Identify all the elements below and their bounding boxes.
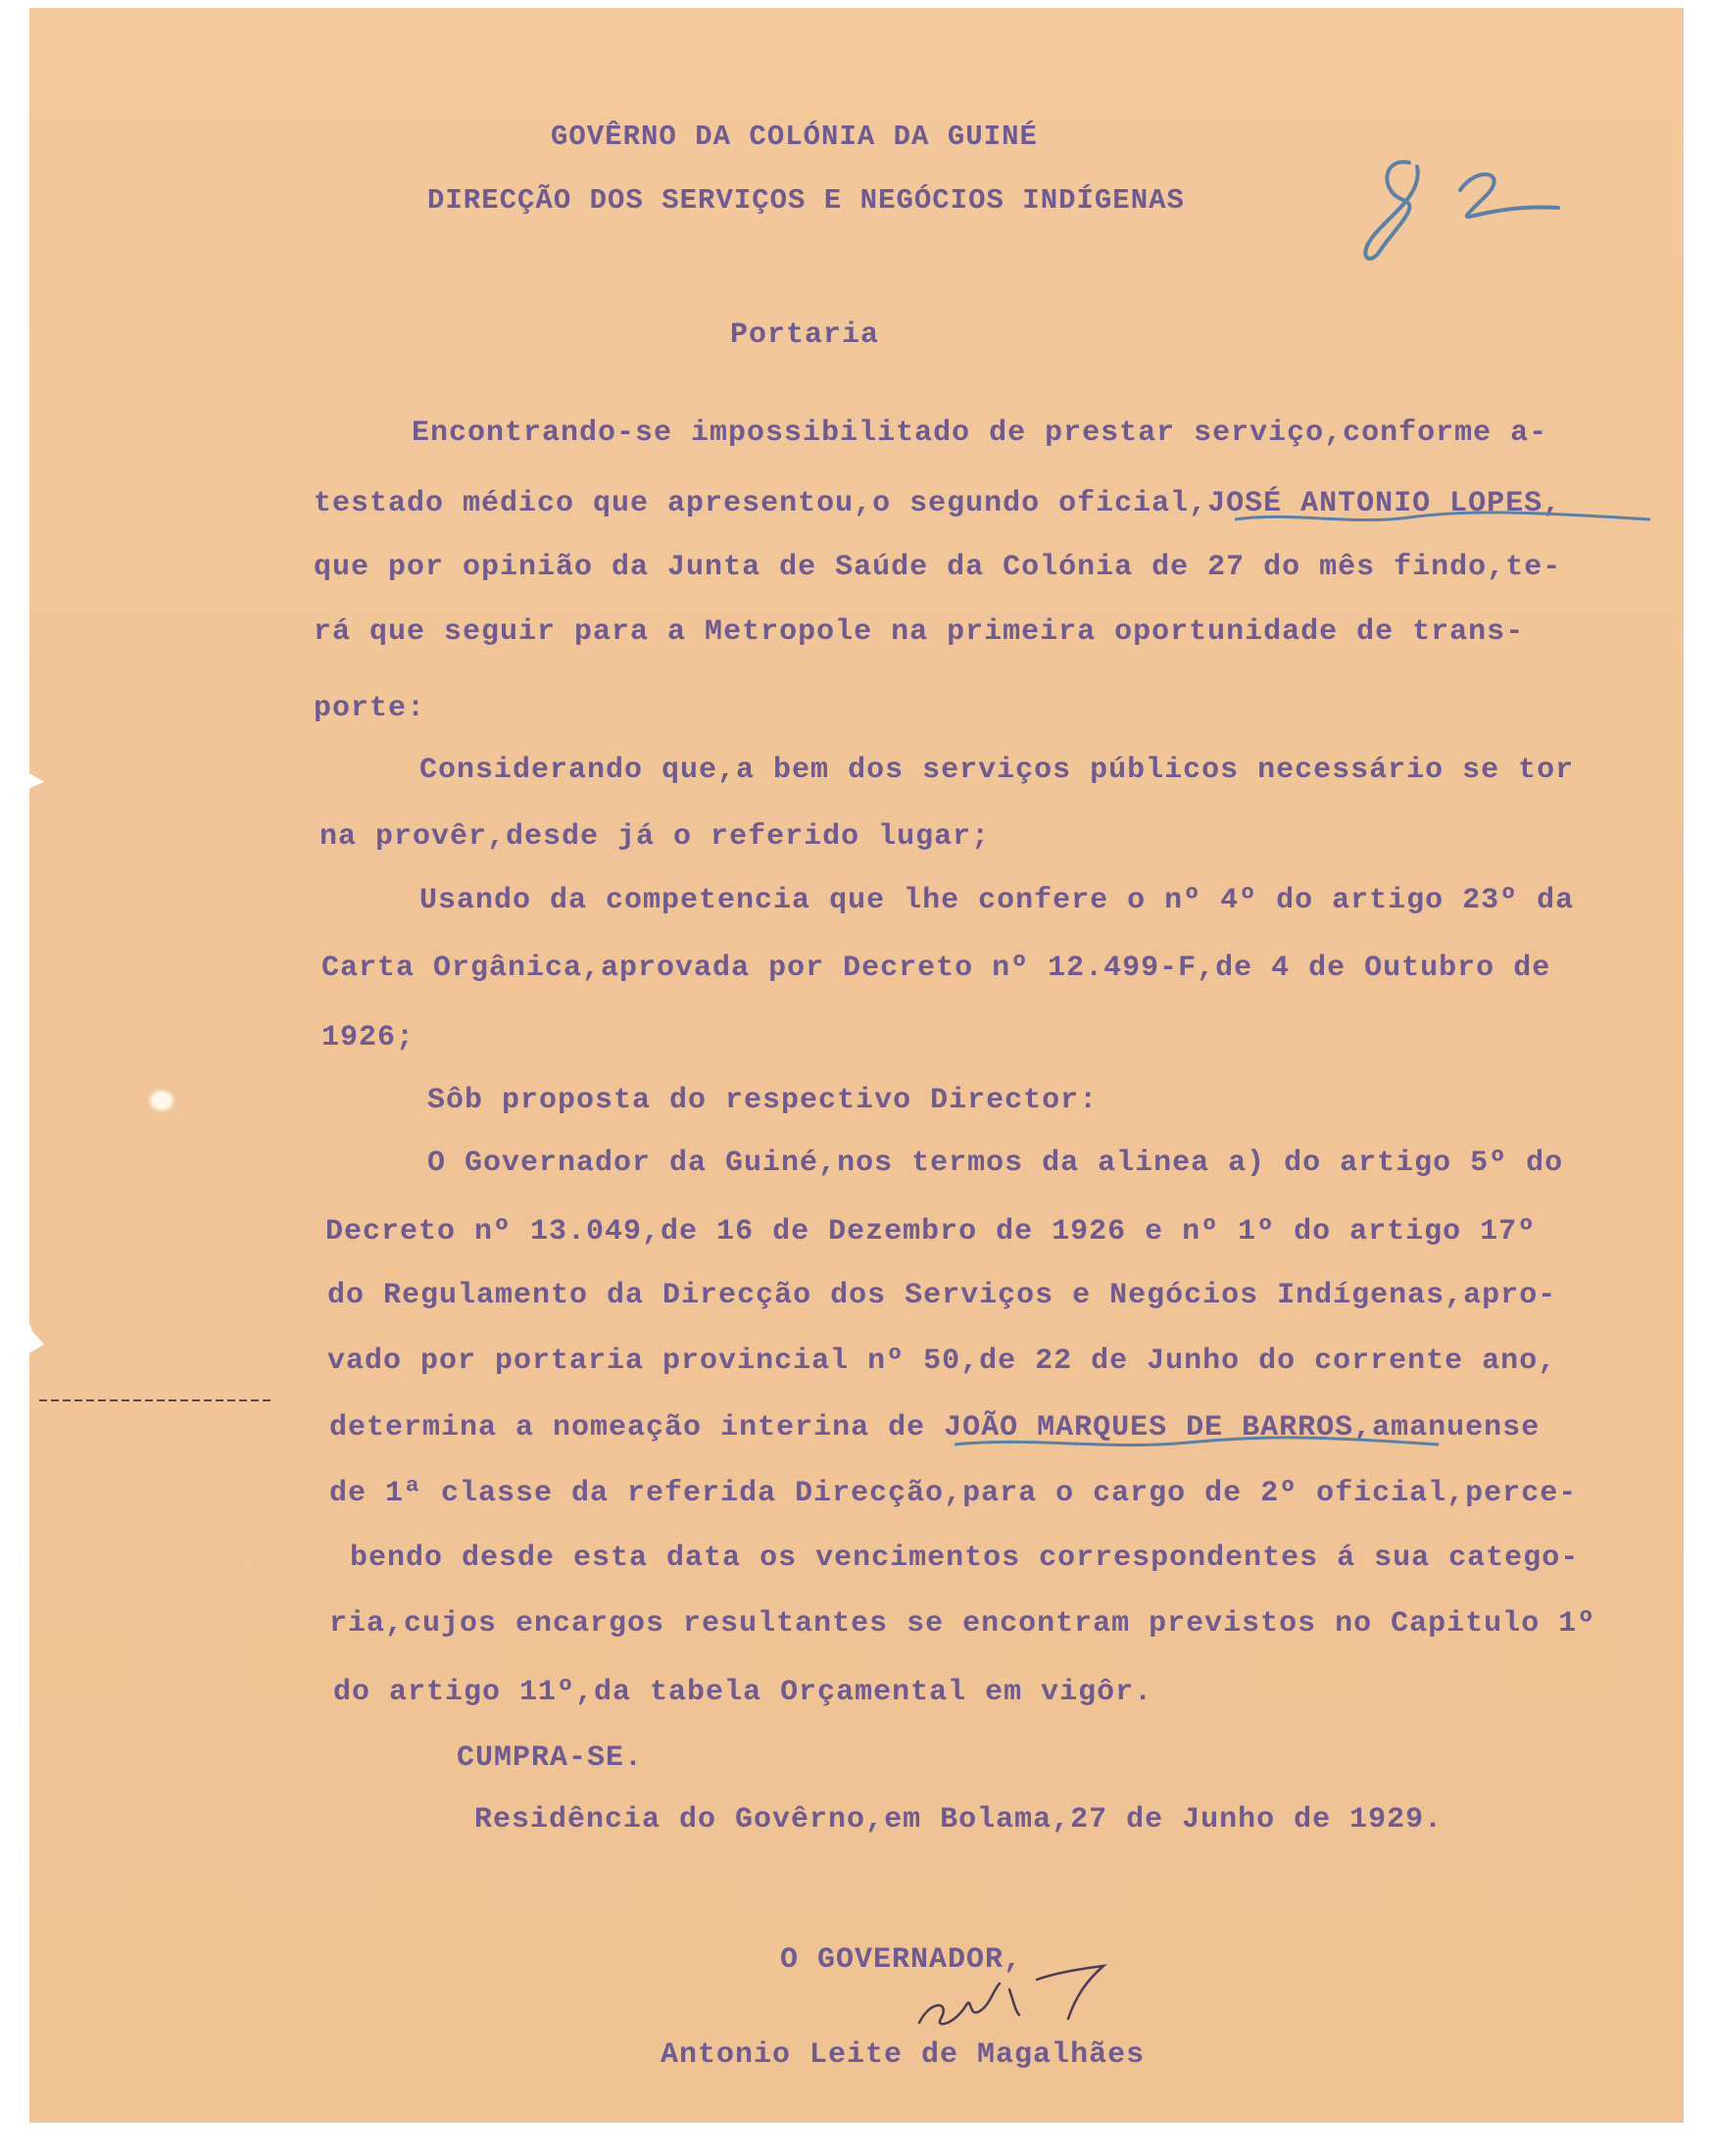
body-line: Usando da competencia que lhe confere o nº 4º do artigo 23º da: [419, 884, 1575, 917]
body-line: Encontrando-se impossibilitado de prestar serviço,conforme a-: [412, 416, 1548, 450]
signature-handwritten: [911, 1950, 1127, 2038]
body-line: porte:: [314, 692, 426, 725]
signer-name: Antonio Leite de Magalhães: [661, 2038, 1146, 2072]
cumpra-se: CUMPRA-SE.: [457, 1741, 644, 1775]
header-line-2: DIRECÇÃO DOS SERVIÇOS E NEGÓCIOS INDÍGENAS: [427, 184, 1185, 217]
fold-mark: [39, 1399, 274, 1401]
body-line: do Regulamento da Direcção dos Serviços e Negócios Indígenas,apro-: [327, 1279, 1557, 1312]
place-and-date: Residência do Govêrno,em Bolama,27 de Junho de 1929.: [474, 1803, 1444, 1837]
body-line: bendo desde esta data os vencimentos correspondentes á sua catego-: [350, 1542, 1580, 1575]
body-line: do artigo 11º,da tabela Orçamental em vigôr.: [333, 1676, 1153, 1709]
body-line: O Governador da Guiné,nos termos da alinea a) do artigo 5º do: [427, 1147, 1564, 1180]
header-line-1: GOVÊRNO DA COLÓNIA DA GUINÉ: [551, 121, 1038, 153]
paper-stain: [147, 1088, 176, 1113]
document-title: Portaria: [730, 318, 880, 352]
body-line: Sôb proposta do respectivo Director:: [427, 1084, 1099, 1117]
body-line: na provêr,desde já o referido lugar;: [319, 820, 991, 854]
pencil-underline: [1233, 510, 1654, 529]
body-line: ria,cujos encargos resultantes se encontram previstos no Capitulo 1º: [329, 1607, 1596, 1641]
body-line: que por opinião da Junta de Saúde da Colónia de 27 do mês findo,te-: [314, 551, 1562, 584]
body-line: Decreto nº 13.049,de 16 de Dezembro de 1926 e nº 1º do artigo 17º: [325, 1215, 1537, 1249]
folio-number-handwritten: [1352, 145, 1578, 272]
body-line: 1926;: [321, 1021, 416, 1054]
body-line: Carta Orgânica,aprovada por Decreto nº 12.499-F,de 4 de Outubro de: [321, 952, 1551, 985]
body-line: determina a nomeação interina de JOÃO MARQUES DE BARROS,amanuense: [329, 1411, 1541, 1445]
body-line: rá que seguir para a Metropole na primeira oportunidade de trans-: [314, 615, 1525, 649]
governor-signoff: O GOVERNADOR,: [780, 1943, 1023, 1977]
pencil-underline: [953, 1435, 1443, 1454]
body-line: testado médico que apresentou,o segundo oficial,JOSÉ ANTONIO LOPES,: [314, 487, 1562, 520]
body-line: Considerando que,a bem dos serviços públicos necessário se tor: [419, 754, 1575, 787]
body-line: de 1ª classe da referida Direcção,para o cargo de 2º oficial,perce-: [329, 1477, 1578, 1510]
body-line: vado por portaria provincial nº 50,de 22 de Junho do corrente ano,: [327, 1345, 1557, 1378]
